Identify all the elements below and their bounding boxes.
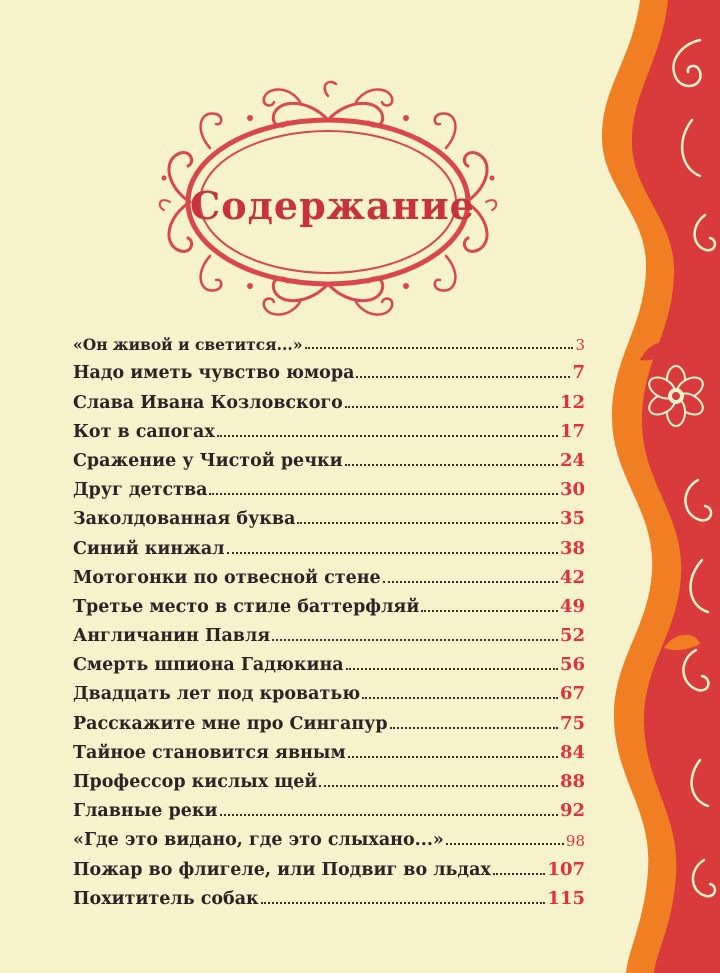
toc-page-number: 56: [559, 654, 585, 676]
toc-dot-leader: [319, 785, 558, 787]
toc-dot-leader: [383, 581, 558, 583]
toc-entry-title: Похититель собак: [73, 888, 259, 909]
toc-entry-title: Двадцать лет под кроватью: [73, 684, 361, 705]
toc-page-number: 3: [575, 336, 585, 355]
toc-row: [73, 850, 585, 879]
toc-row: [73, 734, 585, 763]
toc-row: [73, 763, 585, 792]
toc-dot-leader: [345, 464, 558, 466]
toc-row: [73, 442, 585, 471]
toc-dot-leader: [305, 347, 574, 349]
toc-entry-title: Сражение у Чистой речки: [73, 450, 343, 471]
toc-entry-title: Пожар во флигеле, или Подвиг во льдах: [73, 859, 491, 880]
toc-entry-title: Мотогонки по отвесной стене: [73, 567, 381, 588]
toc-page-number: 35: [559, 508, 585, 530]
toc-dot-leader: [217, 435, 558, 437]
toc-row: [73, 383, 585, 412]
toc-row: [73, 675, 585, 704]
toc-entry-title: Смерть шпиона Гадюкина: [73, 655, 344, 676]
toc-entry-title: Тайное становится явным: [73, 742, 346, 763]
toc-page-number: 30: [559, 479, 585, 501]
toc-page-number: 67: [559, 683, 585, 705]
toc-page-number: 17: [559, 420, 585, 442]
toc-row: [73, 500, 585, 529]
toc-row: [73, 354, 585, 383]
toc-dot-leader: [261, 902, 546, 904]
toc-dot-leader: [227, 552, 558, 554]
toc-dot-leader: [297, 522, 558, 524]
toc-page-number: 88: [559, 771, 585, 792]
toc-page-number: 98: [565, 832, 585, 851]
toc-page-number: 38: [559, 537, 585, 559]
toc-page-number: 115: [547, 887, 585, 909]
toc-page-number: 49: [559, 595, 585, 617]
toc-row: [73, 413, 585, 442]
toc-row: [73, 529, 585, 558]
toc-dot-leader: [272, 639, 558, 641]
toc-dot-leader: [356, 376, 570, 378]
toc-entry-title: «Где это видано, где это слыхано...»: [73, 830, 444, 851]
toc-entry-title: Третье место в стиле баттерфляй: [73, 596, 420, 617]
toc-page-number: 24: [559, 449, 585, 471]
toc-page-number: 75: [559, 712, 585, 734]
toc-page-number: 92: [559, 800, 585, 822]
toc-entry-title: Главные реки: [73, 801, 218, 822]
toc-row: [73, 617, 585, 646]
toc-entry-title: Англичанин Павля: [73, 626, 271, 647]
toc-entry-title: Друг детства: [73, 480, 208, 501]
toc-entry-title: Расскажите мне про Сингапур: [73, 713, 388, 734]
toc-page-number: 7: [572, 362, 585, 384]
toc-dot-leader: [348, 756, 558, 758]
toc-entry-title: «Он живой и светится...»: [73, 335, 303, 355]
toc-row: [73, 880, 585, 909]
toc-dot-leader: [421, 610, 558, 612]
toc-row: [73, 792, 585, 821]
toc-row: [73, 646, 585, 675]
toc-dot-leader: [346, 668, 558, 670]
table-of-contents: [73, 325, 585, 909]
toc-dot-leader: [345, 406, 558, 408]
toc-dot-leader: [390, 727, 558, 729]
toc-entry-title: Слава Ивана Козловского: [73, 392, 343, 413]
toc-entry-title: Синий кинжал: [73, 538, 225, 559]
toc-entry-title: Заколдованная буква: [73, 509, 296, 530]
toc-dot-leader: [493, 873, 546, 875]
toc-dot-leader: [220, 814, 558, 816]
toc-entry-title: Профессор кислых щей: [73, 772, 318, 792]
toc-entry-title: Кот в сапогах: [73, 421, 215, 442]
toc-dot-leader: [362, 697, 558, 699]
toc-row: [73, 704, 585, 733]
page-title: Содержание: [190, 183, 475, 228]
toc-entry-title: Надо иметь чувство юмора: [73, 363, 355, 384]
toc-row: [73, 821, 585, 850]
toc-row: [73, 559, 585, 588]
toc-row: [73, 471, 585, 500]
toc-page-number: 12: [559, 391, 585, 413]
toc-row: [73, 325, 585, 354]
toc-page-number: 107: [547, 858, 585, 880]
toc-dot-leader: [446, 843, 564, 845]
toc-page-number: 84: [559, 741, 585, 763]
toc-page-number: 52: [559, 625, 585, 647]
toc-dot-leader: [209, 493, 557, 495]
toc-row: [73, 588, 585, 617]
toc-page-number: 42: [559, 566, 585, 588]
